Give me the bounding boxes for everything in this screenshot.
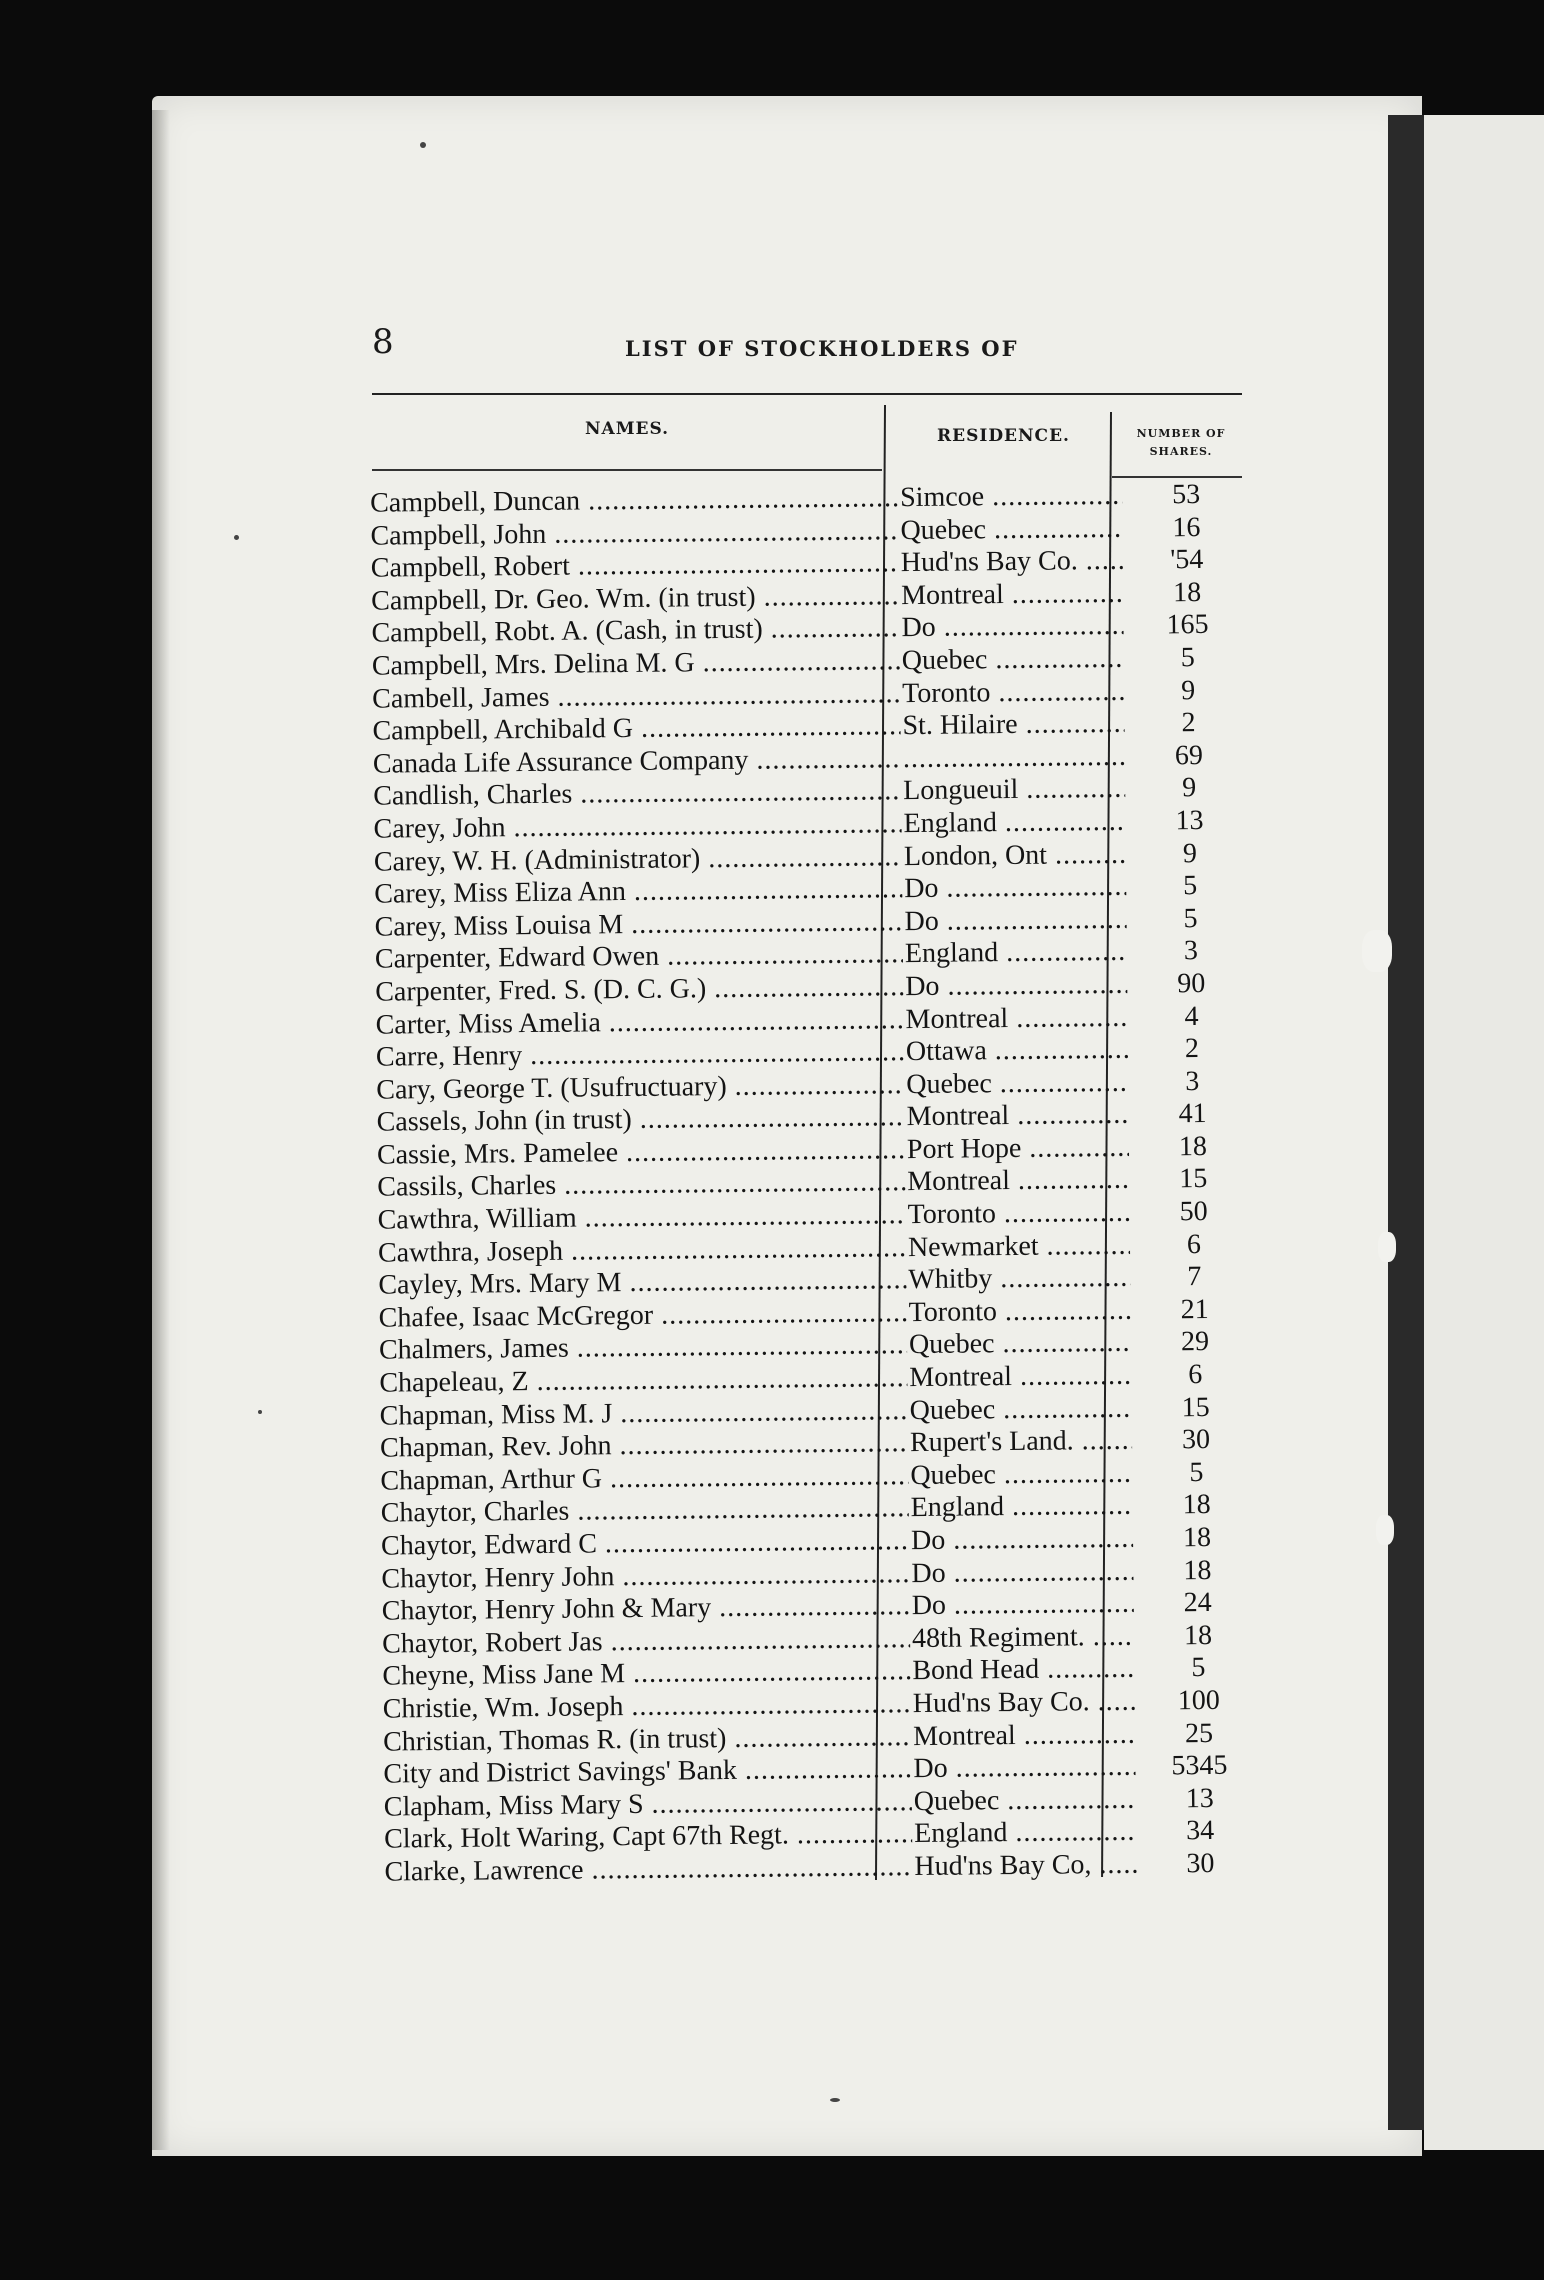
stockholder-name: Candlish, Charles ..... — [373, 775, 901, 813]
number-of-shares: 16 — [1172, 511, 1201, 543]
number-of-shares: 18 — [1183, 1619, 1213, 1652]
stockholder-residence: England ..... — [905, 936, 1127, 971]
number-of-shares: 29 — [1180, 1326, 1210, 1358]
stockholder-name: Cassils, Charles ..... — [377, 1167, 905, 1205]
stockholder-residence: Hud'ns Bay Co, ..... — [914, 1849, 1136, 1884]
stockholder-name: Christian, Thomas R. (in trust) ..... — [383, 1721, 911, 1759]
stockholder-residence: St. Hilaire ..... — [902, 708, 1124, 743]
stockholder-residence: Hud'ns Bay Co. ..... — [901, 545, 1123, 580]
number-of-shares: 21 — [1180, 1293, 1209, 1326]
stockholder-residence — [903, 741, 1125, 776]
stockholder-residence: Quebec ..... — [910, 1392, 1132, 1427]
stockholder-name: Carter, Miss Amelia ..... — [375, 1004, 903, 1042]
number-of-shares: 5 — [1189, 1456, 1204, 1488]
number-of-shares: 25 — [1184, 1717, 1214, 1749]
paper-speck — [258, 1410, 262, 1414]
number-of-shares: 9 — [1182, 837, 1198, 869]
stockholder-residence: Do ..... — [912, 1588, 1134, 1623]
stockholder-name: Chapman, Arthur G ..... — [380, 1460, 908, 1498]
running-title: LIST OF STOCKHOLDERS OF — [625, 336, 1019, 361]
stockholder-residence: Quebec ..... — [914, 1783, 1136, 1818]
stockholder-name: Campbell, Duncan ..... — [370, 482, 898, 520]
stockholder-residence: Quebec ..... — [909, 1327, 1131, 1362]
number-of-shares: 90 — [1177, 967, 1206, 1000]
number-of-shares: 5 — [1180, 642, 1195, 674]
number-of-shares: 41 — [1178, 1098, 1207, 1130]
stockholder-name: Chaytor, Henry John & Mary ..... — [382, 1590, 910, 1628]
stockholder-name: Chaytor, Charles ..... — [381, 1493, 909, 1531]
stockholder-name: Cheyne, Miss Jane M ..... — [382, 1655, 910, 1693]
binding-tear — [1378, 1232, 1396, 1262]
stockholder-name: Chapman, Miss M. J ..... — [380, 1395, 908, 1433]
number-of-shares: 165 — [1166, 609, 1209, 641]
number-of-shares: 3 — [1185, 1065, 1200, 1097]
number-of-shares: 18 — [1178, 1130, 1208, 1163]
header-rule — [372, 393, 1242, 395]
stockholder-residence: England ..... — [903, 806, 1125, 841]
number-of-shares: 7 — [1187, 1261, 1202, 1293]
stockholder-residence: Montreal ..... — [901, 578, 1123, 613]
stockholder-list — [340, 479, 1255, 1890]
stockholder-name: Chaytor, Robert Jas ..... — [382, 1623, 910, 1661]
number-of-shares: 18 — [1172, 576, 1202, 609]
number-of-shares: 13 — [1185, 1782, 1214, 1814]
number-of-shares: 9 — [1182, 772, 1197, 804]
stockholder-name: Clark, Holt Waring, Capt 67th Regt. ..... — [384, 1818, 912, 1856]
stockholder-residence: Bond Head ..... — [912, 1653, 1134, 1688]
number-of-shares: 15 — [1179, 1163, 1208, 1195]
stockholder-residence: Hud'ns Bay Co. ..... — [913, 1686, 1135, 1721]
paper-speck — [830, 2098, 840, 2102]
binding-tear — [1362, 930, 1392, 972]
number-of-shares: 50 — [1179, 1196, 1208, 1228]
paper-speck — [234, 535, 239, 540]
stockholder-name: Christie, Wm. Joseph ..... — [383, 1688, 911, 1726]
residence-column-header: RESIDENCE. — [937, 426, 1070, 446]
stockholder-name: Chalmers, James ..... — [379, 1330, 907, 1368]
stockholder-name: Chapeleau, Z ..... — [379, 1362, 907, 1400]
stockholder-name: Chapman, Rev. John ..... — [380, 1427, 908, 1465]
names-column-header: NAMES. — [585, 419, 670, 439]
stockholder-residence: Toronto ..... — [902, 675, 1124, 710]
number-of-shares: 30 — [1181, 1424, 1211, 1456]
stockholder-name: Carey, W. H. (Administrator) ..... — [374, 841, 902, 879]
stockholder-residence: Simcoe ..... — [900, 480, 1122, 515]
stockholder-name: Campbell, Mrs. Delina M. G ..... — [372, 645, 900, 683]
stockholder-name: Carey, Miss Eliza Ann ..... — [374, 873, 902, 911]
page-edge-shadow — [152, 110, 170, 2150]
stockholder-name: Cawthra, William ..... — [378, 1199, 906, 1237]
stockholder-residence: Montreal ..... — [905, 1001, 1127, 1036]
number-of-shares: 24 — [1183, 1587, 1212, 1619]
number-of-shares: 18 — [1182, 1521, 1212, 1554]
stockholder-residence: Whitby ..... — [908, 1262, 1130, 1297]
number-of-shares: 5 — [1183, 870, 1198, 902]
stockholder-residence: England ..... — [911, 1490, 1133, 1525]
stockholder-name: Carre, Henry ..... — [376, 1036, 904, 1074]
page-number: 8 — [372, 322, 394, 362]
number-of-shares: 53 — [1171, 478, 1201, 511]
stockholder-name: Cassels, John (in trust) ..... — [376, 1101, 904, 1139]
stockholder-residence: Toronto ..... — [907, 1197, 1129, 1232]
stockholder-residence: Toronto ..... — [909, 1295, 1131, 1330]
stockholder-residence: Quebec ..... — [906, 1066, 1128, 1101]
stockholder-name: Cawthra, Joseph ..... — [378, 1232, 906, 1270]
number-of-shares: '54 — [1170, 544, 1204, 576]
stockholder-name: Campbell, Robt. A. (Cash, in trust) ..... — [371, 613, 899, 651]
number-of-shares: 5345 — [1171, 1749, 1228, 1782]
shares-header-line: NUMBER OF — [1136, 427, 1226, 440]
book-gutter — [1388, 115, 1424, 2130]
stockholder-residence: Port Hope ..... — [907, 1132, 1129, 1167]
stockholder-name: Cayley, Mrs. Mary M ..... — [378, 1264, 906, 1302]
stockholder-residence: Montreal ..... — [907, 1164, 1129, 1199]
stockholder-residence: Do ..... — [905, 969, 1127, 1004]
number-of-shares: 3 — [1183, 935, 1199, 967]
stockholder-name: Campbell, John ..... — [370, 515, 898, 553]
number-of-shares: 30 — [1186, 1847, 1215, 1880]
stockholder-residence: Longueuil ..... — [903, 773, 1125, 808]
number-of-shares: 2 — [1181, 707, 1196, 739]
number-of-shares: 13 — [1175, 804, 1204, 837]
stockholder-name: Campbell, Dr. Geo. Wm. (in trust) ..... — [371, 580, 899, 618]
stockholder-residence: Do ..... — [901, 610, 1123, 645]
number-of-shares: 4 — [1184, 1000, 1199, 1032]
stockholder-name: Cary, George T. (Usufructuary) ..... — [376, 1069, 904, 1107]
stockholder-residence: Montreal ..... — [913, 1718, 1135, 1753]
stockholder-name: Campbell, Archibald G ..... — [372, 710, 900, 748]
stockholder-residence: Rupert's Land. ..... — [910, 1425, 1132, 1460]
facing-page-edge — [1424, 115, 1544, 2150]
number-of-shares: 100 — [1177, 1684, 1220, 1717]
stockholder-name: Carey, Miss Louisa M ..... — [374, 906, 902, 944]
stockholder-name: Carpenter, Fred. S. (D. C. G.) ..... — [375, 971, 903, 1009]
stockholder-residence: Quebec ..... — [902, 643, 1124, 678]
stockholder-residence: Quebec ..... — [900, 512, 1122, 547]
binding-tear — [1376, 1515, 1394, 1545]
shares-header-line: SHARES. — [1149, 445, 1213, 458]
number-of-shares: 15 — [1181, 1391, 1210, 1423]
number-of-shares: 5 — [1183, 902, 1198, 934]
number-of-shares: 18 — [1183, 1554, 1212, 1586]
stockholder-name: Carpenter, Edward Owen ..... — [375, 938, 903, 976]
number-of-shares: 18 — [1182, 1489, 1211, 1521]
stockholder-name: Canada Life Assurance Company ..... — [373, 743, 901, 781]
number-of-shares: 6 — [1188, 1359, 1203, 1391]
stockholder-residence: 48th Regiment. ..... — [912, 1621, 1134, 1656]
stockholder-residence: Ottawa ..... — [906, 1034, 1128, 1069]
shares-column-header — [1128, 425, 1234, 461]
stockholder-residence: Do ..... — [913, 1751, 1135, 1786]
stockholder-residence: London, Ont ..... — [904, 838, 1126, 873]
stockholder-residence: Montreal ..... — [909, 1360, 1131, 1395]
stockholder-name: Clapham, Miss Mary S ..... — [384, 1786, 912, 1824]
stockholder-name: Cassie, Mrs. Pamelee ..... — [377, 1134, 905, 1172]
stockholder-name: Clarke, Lawrence ..... — [384, 1851, 912, 1889]
stockholder-name: Carey, John ..... — [373, 808, 901, 846]
stockholder-residence: Quebec ..... — [910, 1458, 1132, 1493]
number-of-shares: 6 — [1186, 1228, 1202, 1260]
number-of-shares: 2 — [1184, 1033, 1200, 1065]
stockholder-residence: Do ..... — [911, 1555, 1133, 1590]
stockholder-residence: Newmarket ..... — [908, 1229, 1130, 1264]
number-of-shares: 9 — [1181, 674, 1196, 706]
paper-speck — [420, 142, 426, 148]
stockholder-residence: Montreal ..... — [906, 1099, 1128, 1134]
column-header-rule — [372, 469, 882, 471]
stockholder-residence: Do ..... — [904, 904, 1126, 939]
stockholder-residence: Do ..... — [904, 871, 1126, 906]
number-of-shares: 34 — [1185, 1815, 1215, 1847]
stockholder-name: Campbell, Robert ..... — [371, 547, 899, 585]
number-of-shares: 5 — [1191, 1652, 1206, 1684]
stockholder-name: Chaytor, Edward C ..... — [381, 1525, 909, 1563]
stockholder-name: City and District Savings' Bank ..... — [383, 1753, 911, 1791]
stockholder-residence: Do ..... — [911, 1523, 1133, 1558]
stockholder-name: Chaytor, Henry John ..... — [381, 1558, 909, 1596]
stockholder-name: Chafee, Isaac McGregor ..... — [379, 1297, 907, 1335]
column-header-rule — [1112, 476, 1242, 478]
number-of-shares: 69 — [1174, 739, 1204, 772]
stockholder-name: Cambell, James ..... — [372, 678, 900, 716]
stockholder-residence: England ..... — [914, 1816, 1136, 1851]
